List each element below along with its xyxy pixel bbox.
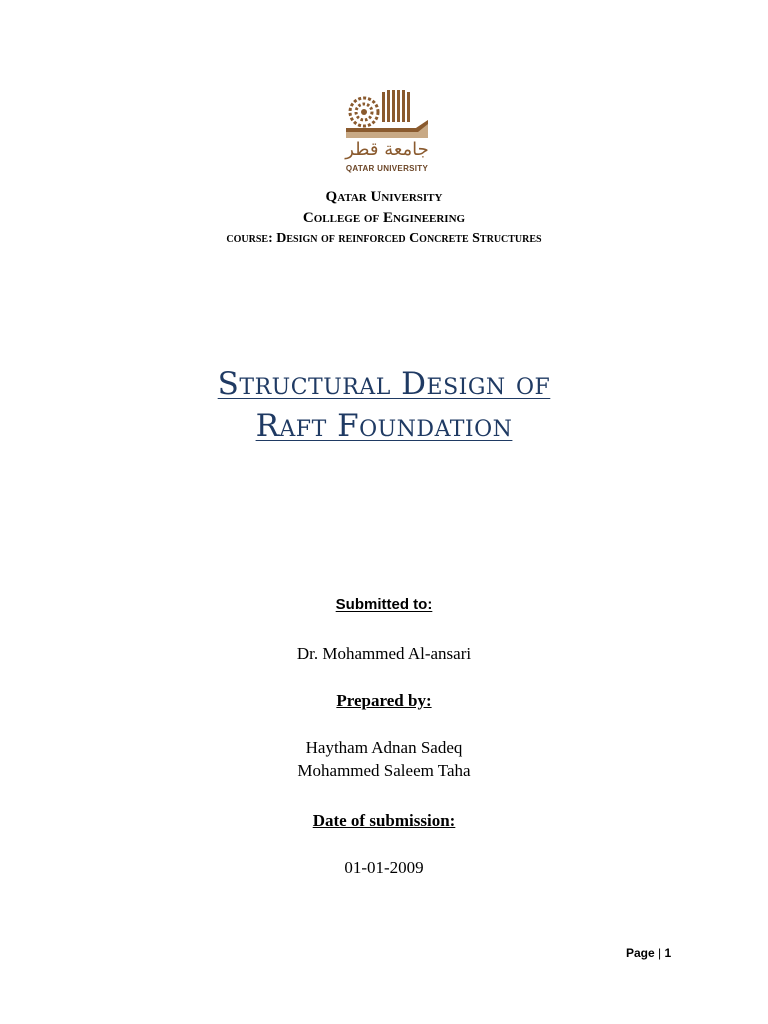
page-separator: | <box>658 946 662 960</box>
page-number: 1 <box>664 946 672 960</box>
author-name: Mohammed Saleem Taha <box>297 761 471 780</box>
report-title-line-1: Structural Design of <box>217 366 551 402</box>
prepared-by-label: Prepared by: <box>336 691 432 710</box>
college-name: College of Engineering <box>302 210 466 226</box>
logo-arabic-text: جامعة قطر <box>345 139 429 160</box>
page-footer <box>626 946 671 960</box>
submitted-to-label: Submitted to: <box>335 596 433 613</box>
logo-english-text: QATAR UNIVERSITY <box>345 164 429 173</box>
page-label: Page <box>626 946 655 960</box>
university-emblem-icon <box>338 86 436 142</box>
course-name: course: Design of reinforced Concrete Structures <box>226 231 542 246</box>
submitted-to-name: Dr. Mohammed Al-ansari <box>296 644 472 663</box>
date-of-submission-label: Date of submission: <box>312 811 456 830</box>
author-name: Haytham Adnan Sadeq <box>305 738 463 757</box>
date-of-submission-value: 01-01-2009 <box>344 858 424 877</box>
qatar-university-logo <box>338 86 436 186</box>
report-title-line-2: Raft Foundation <box>255 408 513 444</box>
university-name: Qatar University <box>325 189 443 205</box>
